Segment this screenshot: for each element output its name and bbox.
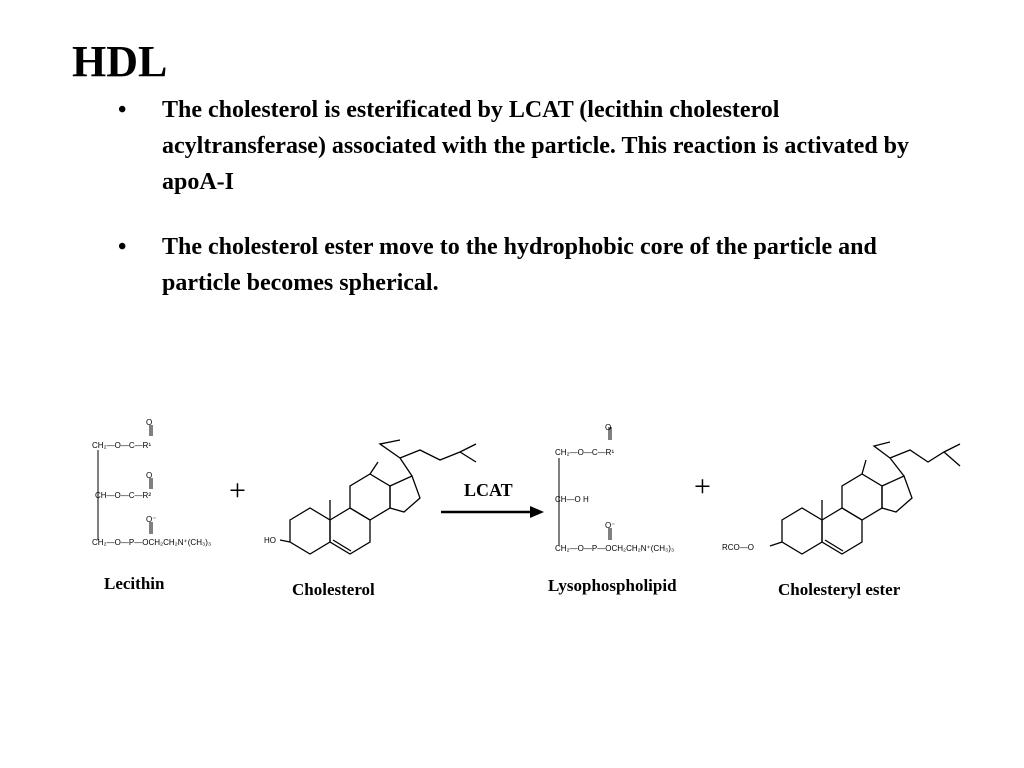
lysophospholipid-label: Lysophospholipid (548, 576, 677, 595)
hydroxyl-label: HO (264, 536, 276, 545)
reaction-arrow (441, 506, 544, 518)
plus-sign: + (694, 470, 711, 503)
oxygen-label: O (146, 418, 153, 427)
bullet-marker: • (118, 97, 127, 123)
cholesterol-structure (280, 440, 476, 554)
bullet-text: The cholesterol ester move to the hydrophobic core of the particle and particle becomes spherical. (162, 234, 877, 296)
oxygen-label: O (605, 423, 612, 432)
slide-title: HDL (72, 37, 168, 86)
cholesterol-label: Cholesterol (292, 580, 375, 599)
lecithin-row1: CH₂—O—C—R¹ (92, 441, 152, 450)
lysophospholipid-structure (559, 427, 611, 545)
cholesteryl-ester-structure (770, 442, 960, 554)
lecithin-row3: CH₂—O—P—OCH₂CH₂N⁺(CH₃)₃ (92, 538, 212, 547)
lecithin-row2: CH—O—C—R² (95, 491, 151, 500)
lecithin-label: Lecithin (104, 574, 165, 593)
bullet-text: The cholesterol is esterificated by LCAT (lecithin cholesterol acyltransferase) associated with the particle. This reaction is activated by apoA-I (162, 97, 910, 195)
oxygen-minus-label: O⁻ (605, 521, 616, 530)
lecithin-structure (98, 425, 152, 540)
bullet-marker: • (118, 234, 127, 260)
enzyme-label: LCAT (464, 480, 513, 500)
oxygen-minus-label: O⁻ (146, 515, 157, 524)
lyso-row2: CH—O H (555, 495, 589, 504)
ester-group-label: RCO—O (722, 543, 754, 552)
bullet-item (118, 92, 918, 200)
cholesteryl-ester-label: Cholesteryl ester (778, 580, 901, 599)
oxygen-label: O (146, 471, 153, 480)
lyso-row3: CH₂—O—P—OCH₂CH₂N⁺(CH₃)₃ (555, 544, 675, 553)
plus-sign: + (229, 474, 246, 507)
bullet-item (118, 229, 918, 301)
lyso-row1: CH₂—O—C—R¹ (555, 448, 615, 457)
